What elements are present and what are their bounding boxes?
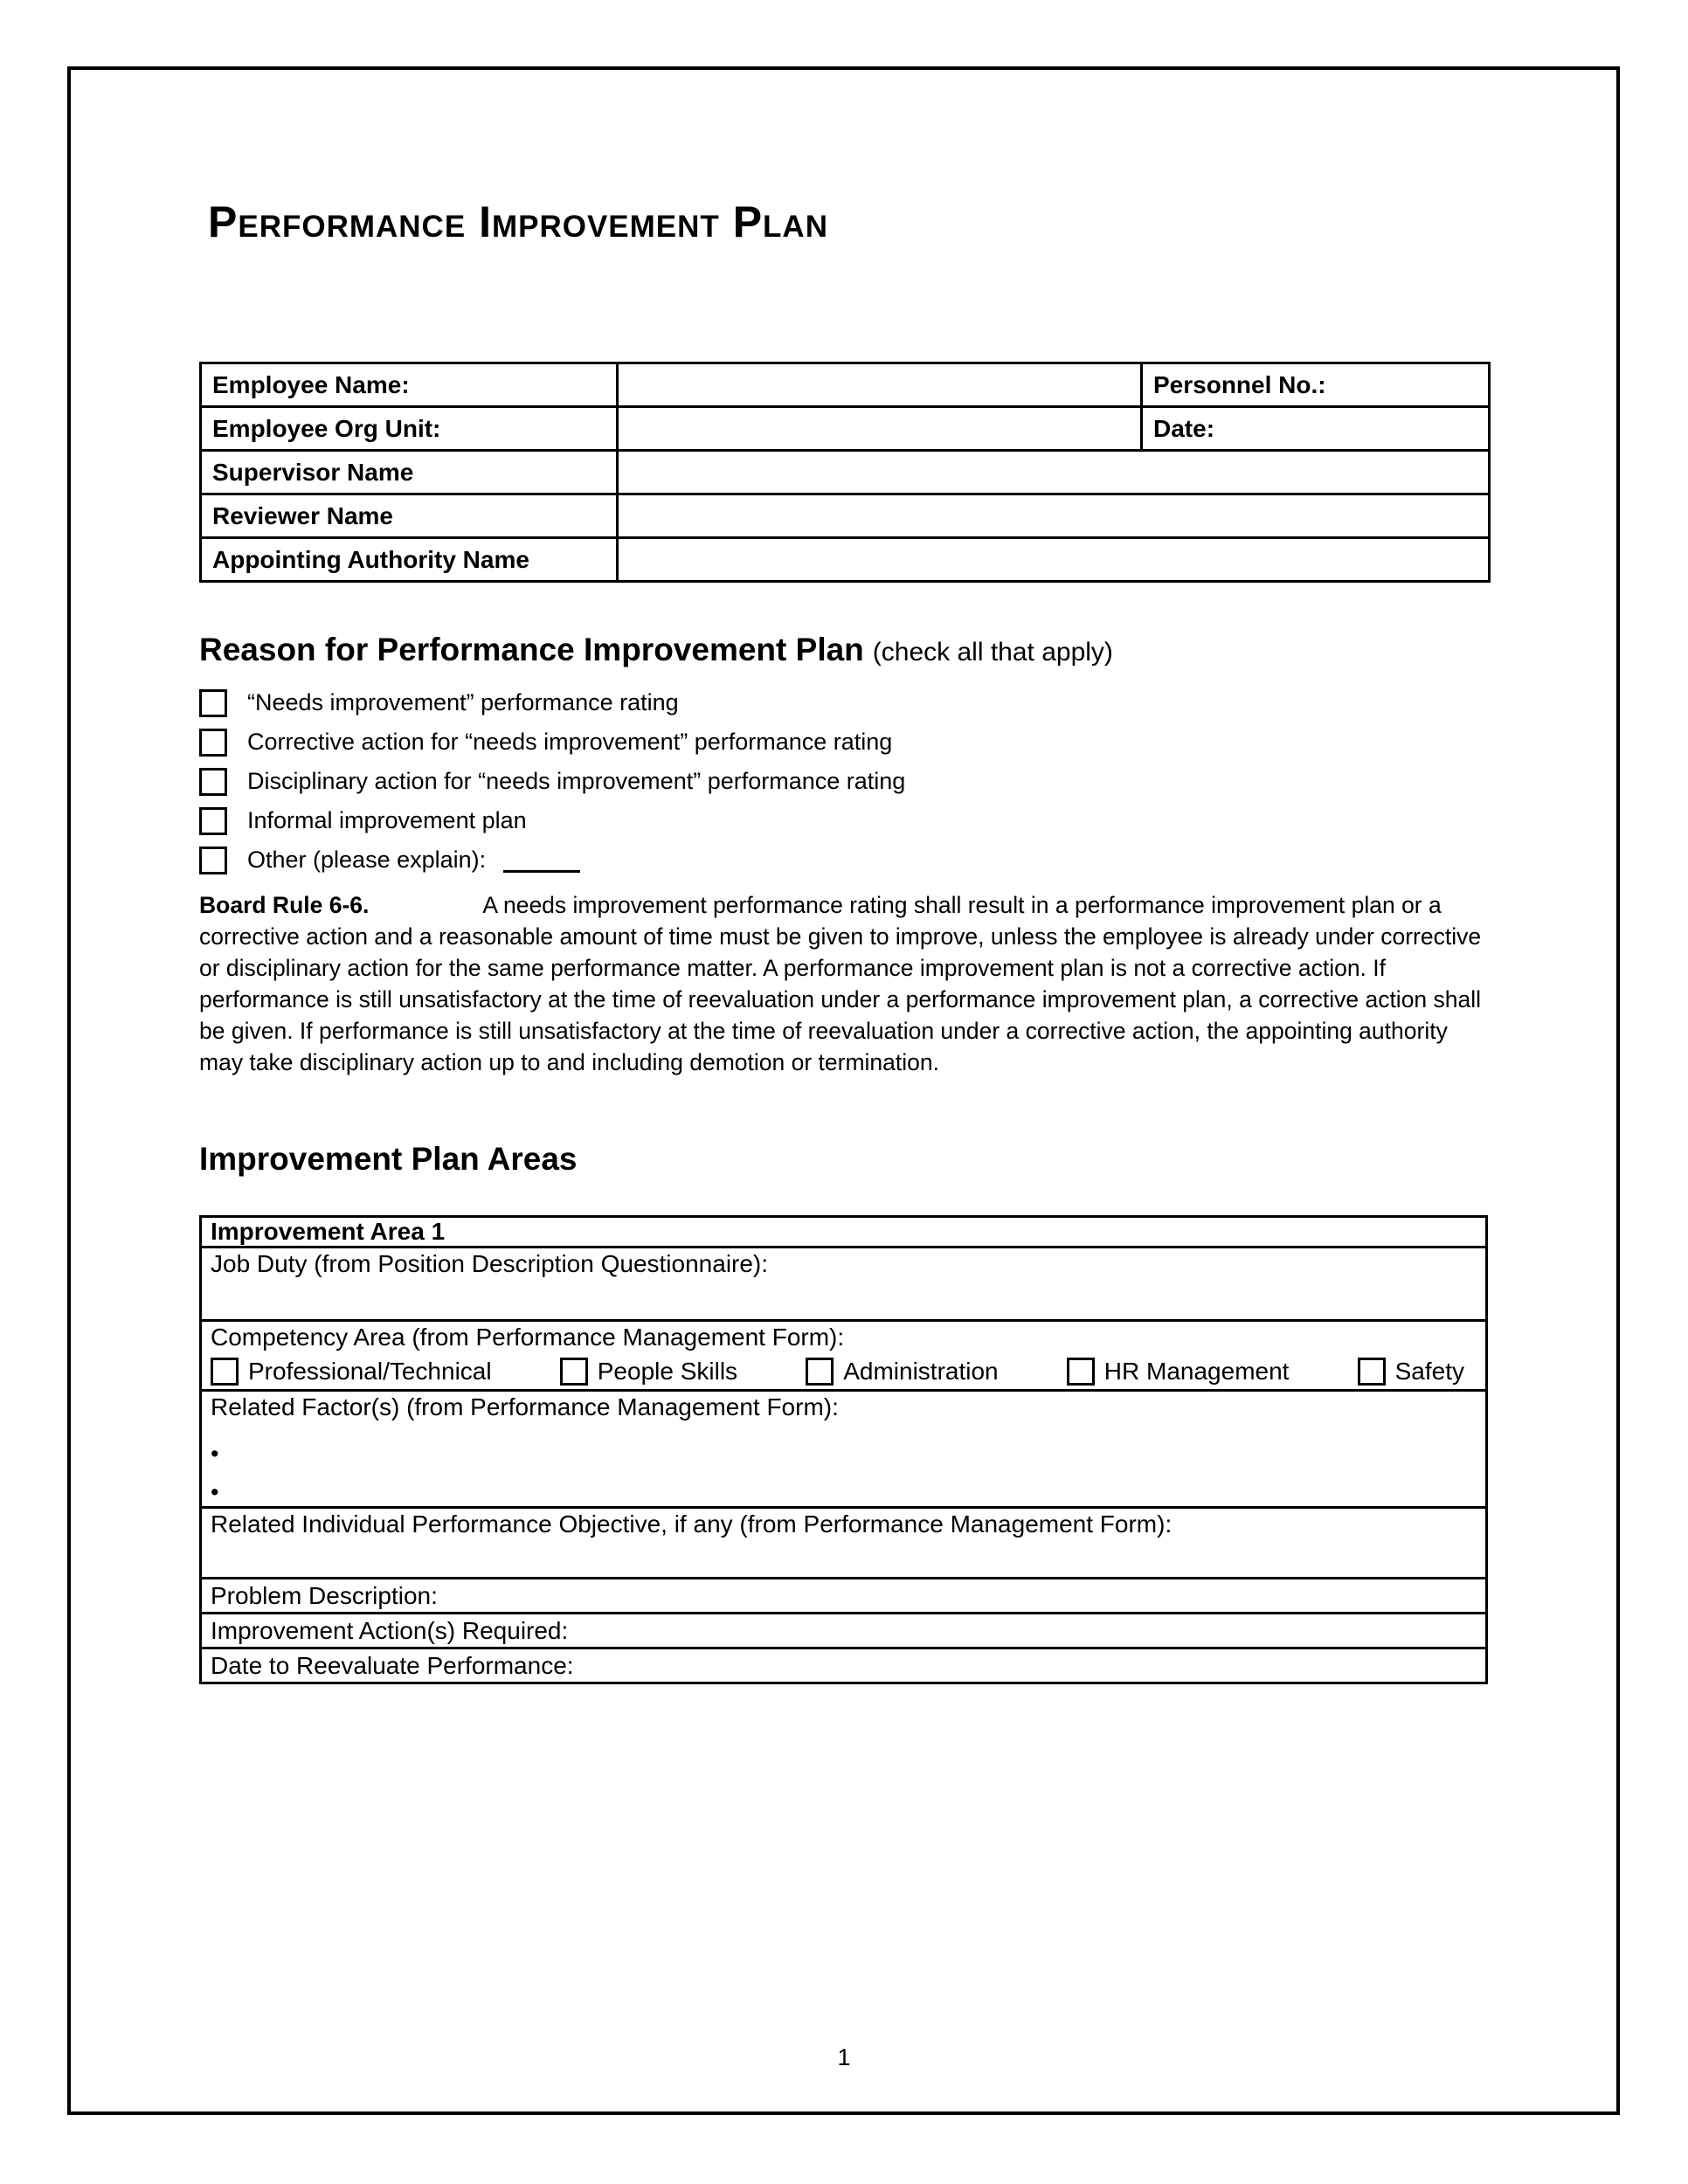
job-duty-cell[interactable]	[201, 1248, 1487, 1321]
checkbox-people-skills[interactable]	[560, 1358, 588, 1386]
competency-option	[1067, 1358, 1290, 1386]
areas-section-heading: Improvement Plan Areas	[199, 1141, 578, 1177]
table-row	[201, 1391, 1487, 1508]
competency-option	[806, 1358, 998, 1386]
table-row	[201, 451, 1490, 494]
checkbox-professional-technical[interactable]	[211, 1358, 239, 1386]
checkbox-disciplinary-action[interactable]	[199, 768, 227, 796]
page-number: 1	[837, 2044, 851, 2070]
appointing-authority-name-label: Appointing Authority Name	[201, 538, 618, 582]
other-explain-blank[interactable]	[503, 847, 580, 873]
board-rule-text: A needs improvement performance rating shall result in a performance improvement plan or a corrective action and a reasonable amount of time must be given to improve, unless the employee is already under corrective or disciplinary action for the same performance matter. A performance improvement plan is not a corrective action. If performance is still unsatisfactory at the time of reevaluation under a performance improvement plan, a corrective action shall be given. If performance is still unsatisfactory at the time of reevaluation under a corrective action, the appointing authority may take disciplinary action up to and including demotion or termination.	[199, 892, 1482, 1075]
employee-name-input[interactable]	[618, 363, 1142, 407]
bullet-point: •	[211, 1479, 219, 1505]
employee-name-label: Employee Name:	[201, 363, 618, 407]
option-label: Safety	[1394, 1358, 1464, 1385]
checkbox-informal-plan[interactable]	[199, 807, 227, 835]
competency-options-row	[211, 1358, 1477, 1386]
board-rule-paragraph	[199, 889, 1496, 1078]
board-rule-label: Board Rule 6-6.	[199, 892, 370, 918]
table-row	[201, 1648, 1487, 1683]
improvement-area-header: Improvement Area 1	[201, 1217, 1487, 1248]
checkbox-administration[interactable]	[806, 1358, 834, 1386]
table-row	[201, 1579, 1487, 1614]
personnel-no-label: Personnel No.:	[1142, 363, 1490, 407]
checkbox-other[interactable]	[199, 847, 227, 874]
table-row	[201, 407, 1490, 451]
table-row	[201, 1321, 1487, 1391]
table-row	[201, 363, 1490, 407]
competency-area-label: Competency Area (from Performance Management Form):	[211, 1324, 845, 1351]
list-item	[199, 801, 1488, 840]
reason-heading-hint: (check all that apply)	[872, 638, 1113, 667]
table-row	[201, 538, 1490, 582]
problem-description-label: Problem Description:	[211, 1581, 438, 1609]
checkbox-label: Corrective action for “needs improvement” performance rating	[247, 729, 893, 755]
competency-option	[211, 1358, 492, 1386]
reevaluate-date-label: Date to Reevaluate Performance:	[211, 1651, 574, 1679]
checkbox-label: Other (please explain):	[247, 847, 487, 873]
checkbox-label: “Needs improvement” performance rating	[247, 689, 679, 715]
reviewer-name-label: Reviewer Name	[201, 494, 618, 538]
employee-org-unit-label: Employee Org Unit:	[201, 407, 618, 451]
option-label: Administration	[843, 1358, 999, 1385]
related-factors-cell[interactable]	[201, 1391, 1487, 1508]
reason-section-heading	[199, 632, 1113, 668]
employee-org-unit-input[interactable]	[618, 407, 1142, 451]
date-label: Date:	[1142, 407, 1490, 451]
supervisor-name-label: Supervisor Name	[201, 451, 618, 494]
related-objective-label: Related Individual Performance Objective, if any (from Performance Management Form):	[211, 1510, 1173, 1538]
competency-area-cell	[201, 1321, 1487, 1391]
reviewer-name-input[interactable]	[618, 494, 1490, 538]
reason-heading-text: Reason for Performance Improvement Plan	[199, 632, 864, 667]
employee-info-table	[199, 362, 1491, 583]
list-item	[199, 762, 1488, 801]
table-row	[201, 1248, 1487, 1321]
improvement-area-table	[199, 1215, 1488, 1684]
list-item	[199, 683, 1488, 722]
table-row	[201, 1614, 1487, 1648]
table-row	[201, 1508, 1487, 1579]
checkbox-needs-improvement[interactable]	[199, 689, 227, 717]
competency-option	[1358, 1358, 1464, 1386]
list-item	[199, 722, 1488, 762]
list-item	[199, 840, 1488, 880]
checkbox-label: Informal improvement plan	[247, 807, 527, 833]
supervisor-name-input[interactable]	[618, 451, 1490, 494]
checkbox-label: Disciplinary action for “needs improvement” performance rating	[247, 768, 906, 794]
page-title: Performance Improvement Plan	[208, 197, 828, 246]
option-label: Professional/Technical	[248, 1358, 492, 1385]
bullet-point: •	[211, 1441, 219, 1467]
checkbox-corrective-action[interactable]	[199, 729, 227, 757]
table-row	[201, 494, 1490, 538]
table-row	[201, 1217, 1487, 1248]
related-factors-label: Related Factor(s) (from Performance Management Form):	[211, 1393, 839, 1420]
competency-option	[560, 1358, 737, 1386]
job-duty-label: Job Duty (from Position Description Questionnaire):	[211, 1250, 769, 1277]
reevaluate-date-cell[interactable]	[201, 1648, 1487, 1683]
improvement-actions-cell[interactable]	[201, 1614, 1487, 1648]
appointing-authority-name-input[interactable]	[618, 538, 1490, 582]
option-label: HR Management	[1103, 1358, 1290, 1385]
checkbox-safety[interactable]	[1358, 1358, 1386, 1386]
reason-checklist	[199, 683, 1488, 880]
related-objective-cell[interactable]	[201, 1508, 1487, 1579]
problem-description-cell[interactable]	[201, 1579, 1487, 1614]
improvement-actions-label: Improvement Action(s) Required:	[211, 1616, 569, 1644]
checkbox-hr-management[interactable]	[1067, 1358, 1095, 1386]
option-label: People Skills	[597, 1358, 738, 1385]
